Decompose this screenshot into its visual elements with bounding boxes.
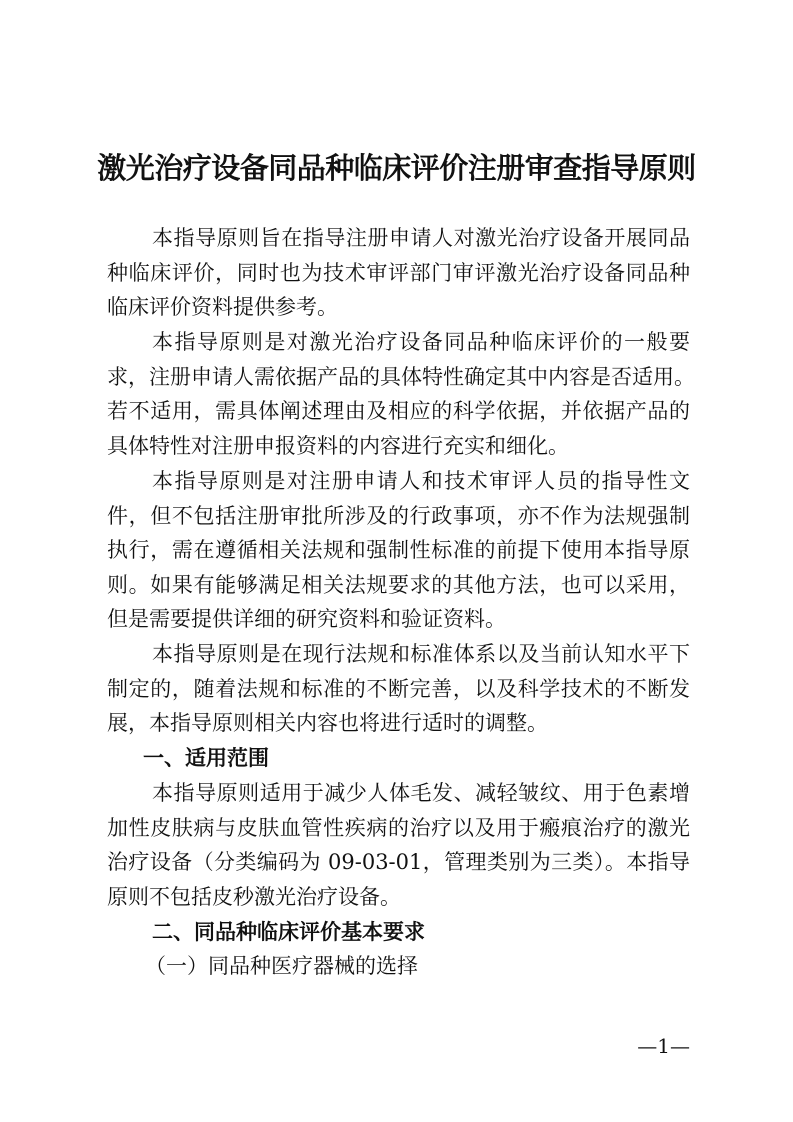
text-line: 执行，需在遵循相关法规和强制性标准的前提下使用本指导原 bbox=[107, 538, 690, 562]
text-line: 若不适用，需具体阐述理由及相应的科学依据，并依据产品的 bbox=[107, 399, 690, 423]
text-line: 加性皮肤病与皮肤血管性疾病的治疗以及用于瘢痕治疗的激光 bbox=[107, 816, 690, 840]
text-line: 本指导原则旨在指导注册申请人对激光治疗设备开展同品 bbox=[152, 226, 690, 250]
text-line: 原则不包括皮秒激光治疗设备。 bbox=[107, 885, 401, 909]
text-line: 具体特性对注册申报资料的内容进行充实和细化。 bbox=[107, 434, 569, 458]
text-line: 展，本指导原则相关内容也将进行适时的调整。 bbox=[107, 711, 548, 735]
text-line: 临床评价资料提供参考。 bbox=[107, 295, 338, 319]
text-line: 本指导原则是在现行法规和标准体系以及当前认知水平下 bbox=[152, 642, 690, 666]
text-line: 但是需要提供详细的研究资料和验证资料。 bbox=[107, 607, 506, 631]
text-line: 制定的，随着法规和标准的不断完善，以及科学技术的不断发 bbox=[107, 677, 690, 701]
text-line: 治疗设备（分类编码为 09-03-01，管理类别为三类）。本指导 bbox=[107, 850, 690, 874]
section-heading-scope: 一、适用范围 bbox=[143, 746, 269, 770]
text-line: 则。如果有能够满足相关法规要求的其他方法，也可以采用， bbox=[107, 573, 690, 597]
text-line: 本指导原则是对注册申请人和技术审评人员的指导性文 bbox=[152, 469, 690, 493]
text-line: 本指导原则适用于减少人体毛发、减轻皱纹、用于色素增 bbox=[152, 781, 690, 805]
text-line: 种临床评价，同时也为技术审评部门审评激光治疗设备同品种 bbox=[107, 261, 690, 285]
text-line: 本指导原则是对激光治疗设备同品种临床评价的一般要 bbox=[152, 330, 690, 354]
section-heading-requirements: 二、同品种临床评价基本要求 bbox=[152, 920, 425, 944]
text-line: 件，但不包括注册审批所涉及的行政事项，亦不作为法规强制 bbox=[107, 504, 690, 528]
subsection-heading: （一）同品种医疗器械的选择 bbox=[145, 954, 418, 978]
document-title: 激光治疗设备同品种临床评价注册审查指导原则 bbox=[97, 151, 696, 185]
page-number: —1— bbox=[637, 1034, 690, 1058]
text-line: 求，注册申请人需依据产品的具体特性确定其中内容是否适用。 bbox=[107, 365, 695, 389]
